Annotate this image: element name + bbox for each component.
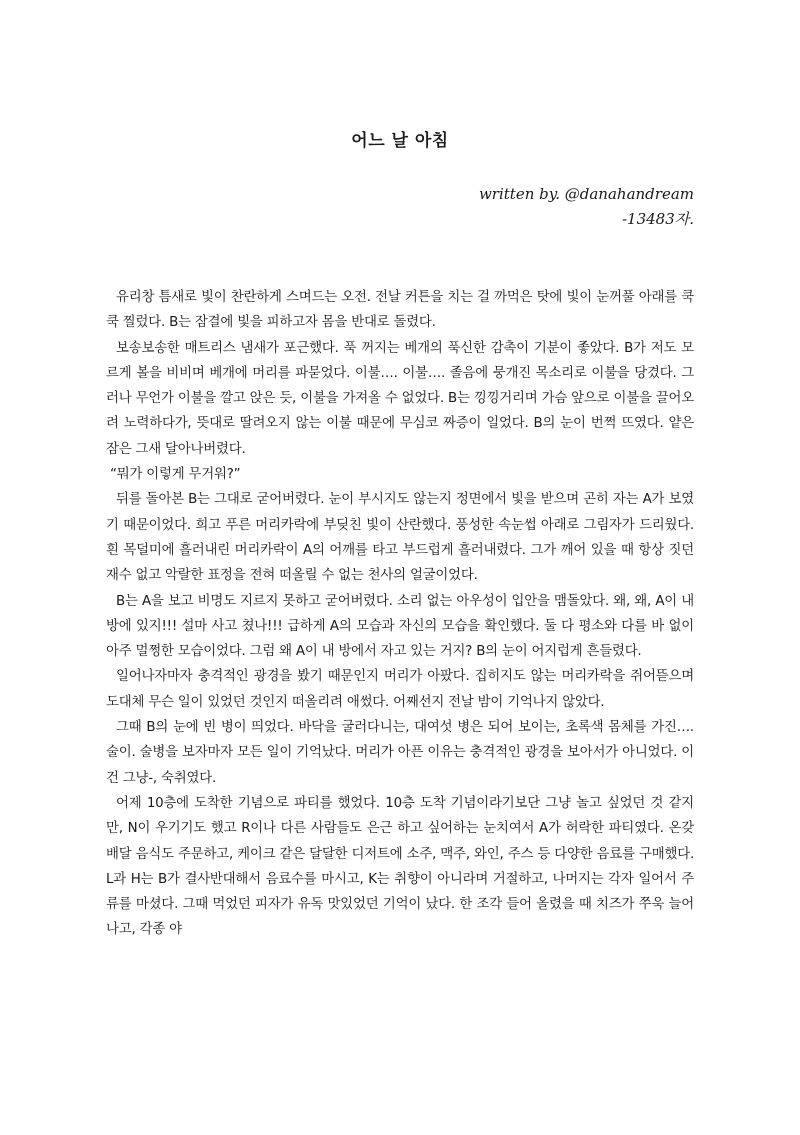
length-line: -13483자. xyxy=(621,210,694,228)
paragraph-4: B는 A을 보고 비명도 지르지 못하고 굳어버렸다. 소리 없는 아우성이 입안을 맴돌았다. 왜, 왜, A이 내 방에 있지!!! 설마 사고 쳤나!!! 급하게 A의 모습과 자신의 모습을 확인했다. 둘 다 평소와 다를 바 없이 아주 멀쩡한 모습이었다. 그럼 왜 A이 내 방에서 자고 있는 거지? B의 눈이 어지럽게 흔들렸다. xyxy=(106,593,694,660)
document-title: 어느 날 아침 xyxy=(351,131,449,151)
paragraph-2: 보송보송한 매트리스 냄새가 포근했다. 푹 꺼지는 베개의 푹신한 감촉이 기분이 좋았다. B가 저도 모르게 볼을 비비며 베개에 머리를 파묻었다. 이불…. 이불…. 졸음에 뭉개진 목소리로 이불을 당겼다. 그러나 무언가 이불을 깔고 앉은 듯, 이불을 가져올 수 없었다. B는 낑낑거리며 가슴 앞으로 이불을 끌어오려 노력하다가, 뜻대로 딸려오지 않는 이불 때문에 무심코 짜증이 일었다. B의 눈이 번쩍 뜨였다. 얕은 잠은 그새 달아나버렸다. xyxy=(106,340,694,457)
paragraph-3: 뒤를 돌아본 B는 그대로 굳어버렸다. 눈이 부시지도 않는지 정면에서 빛을 받으며 곤히 자는 A가 보였기 때문이었다. 희고 푸른 머리카락에 부딪친 빛이 산란했다. 풍성한 속눈썹 아래로 그림자가 드리웠다. 흰 목덜미에 흘러내린 머리카락이 A의 어깨를 타고 부드럽게 흘러내렸다. 그가 깨어 있을 때 항상 짓던 재수 없고 악랄한 표정을 전혀 떠올릴 수 없는 천사의 얼굴이었다. xyxy=(106,492,694,584)
paragraph-6: 그때 B의 눈에 빈 병이 띄었다. 바닥을 굴러다니는, 대여섯 병은 되어 보이는, 초록색 몸체를 가진…. 술이. 술병을 보자마자 모든 일이 기억났다. 머리가 아픈 이유는 충격적인 광경을 보아서가 아니었다. 이건 그냥-, 숙취였다. xyxy=(106,720,694,786)
byline xyxy=(479,182,694,232)
paragraph-7: 어제 10층에 도착한 기념으로 파티를 했었다. 10층 도착 기념이라기보단 그냥 놀고 싶었던 것 같지만, N이 우기기도 했고 R이나 다른 사람들도 은근 하고 싶어하는 눈치여서 A가 허락한 파티였다. 온갖 배달 음식도 주문하고, 케이크 같은 달달한 디저트에 소주, 맥주, 와인, 주스 등 다양한 음료를 구매했다. L과 H는 B가 결사반대해서 음료수를 마시고, K는 취향이 아니라며 거절하고, 나머지는 각자 일어서 주류를 마셨다. 그때 먹었던 피자가 유독 맛있었던 기억이 났다. 한 조각 들어 올렸을 때 치즈가 쭈욱 늘어나고, 각종 야 xyxy=(106,795,695,938)
paragraph-1: 유리창 틈새로 빛이 찬란하게 스며드는 오전. 전날 커튼을 치는 걸 까먹은 탓에 빛이 눈꺼풀 아래를 쿡쿡 찔렀다. B는 잠결에 빛을 피하고자 몸을 반대로 돌렸다. xyxy=(106,290,694,331)
dialogue-line: “뭐가 이렇게 무거워?” xyxy=(110,467,241,483)
paragraph-5: 일어나자마자 충격적인 광경을 봤기 때문인지 머리가 아팠다. 집히지도 않는 머리카락을 쥐어뜯으며 도대체 무슨 일이 있었던 것인지 떠올리려 애썼다. 어째선지 전날 밤이 기억나지 않았다. xyxy=(106,669,694,710)
author-line: written by. @danahandream xyxy=(478,185,694,203)
story-body xyxy=(106,285,694,943)
